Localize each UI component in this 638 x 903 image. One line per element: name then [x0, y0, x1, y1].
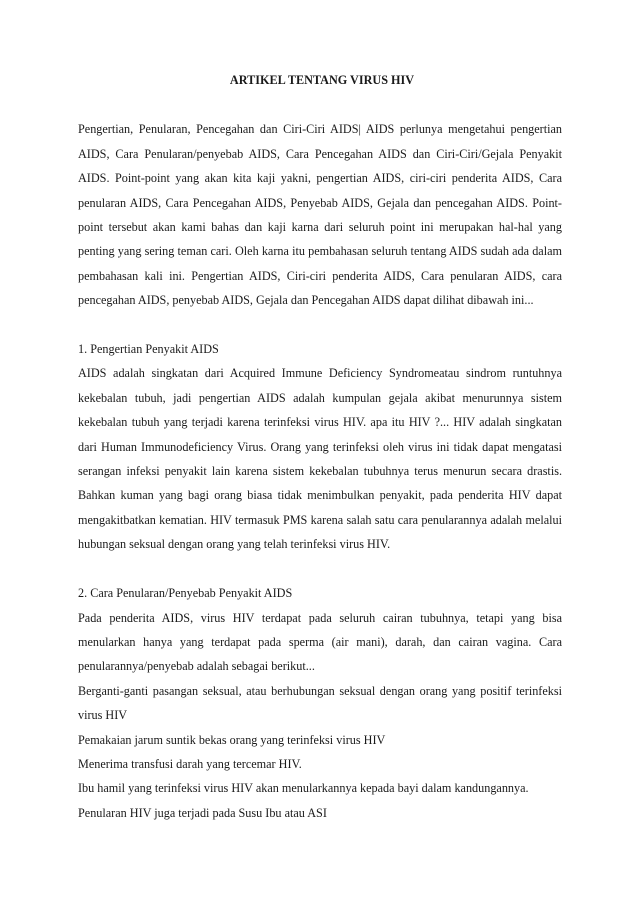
list-item: Ibu hamil yang terinfeksi virus HIV akan menularkannya kepada bayi dalam kandungannya. — [78, 781, 529, 796]
section-1-heading: 1. Pengertian Penyakit AIDS — [78, 342, 219, 357]
paragraph-spacer — [78, 557, 562, 581]
list-item: Pemakaian jarum suntik bekas orang yang terinfeksi virus HIV — [78, 732, 386, 747]
section-2-heading: 2. Cara Penularan/Penyebab Penyakit AIDS — [78, 586, 293, 601]
list-item: Penularan HIV juga terjadi pada Susu Ibu atau ASI — [78, 805, 327, 820]
section-1-paragraph: AIDS adalah singkatan dari Acquired Immune Deficiency Syndromeatau sindrom runtuhnya kekebalan tubuh, jadi pengertian AIDS adalah kumpulan gejala akibat menurunnya sistem kekebalan tubuh yang terjadi karena terinfeksi virus HIV. apa itu HIV ?... HIV adalah singkatan dari Human Immunodeficiency Virus. Orang yang terinfeksi oleh virus ini tidak dapat mengatasi serangan infeksi penyakit lain karena sistem kekebalan tubuhnya terus menurun secara drastis. Bahkan kuman yang bagi orang biasa tidak menimbulkan penyakit, pada penderita HIV dapat mengakitbatkan kematian. HIV termasuk PMS karena salah satu cara penularannya adalah melalui hubungan seksual dengan orang yang telah terinfeksi virus HIV. — [78, 366, 562, 552]
list-item: Berganti-ganti pasangan seksual, atau berhubungan seksual dengan orang yang positif terinfeksi virus HIV — [78, 683, 562, 723]
section-2-paragraph: Pada penderita AIDS, virus HIV terdapat pada seluruh cairan tubuhnya, tetapi yang bisa menularkan hanya yang terdapat pada sperma (air mani), darah, dan cairan vagina. Cara penularannya/penyebab adalah sebagai berikut... — [78, 610, 562, 674]
paragraph-spacer — [78, 313, 562, 337]
document-title: ARTIKEL TENTANG VIRUS HIV — [229, 73, 415, 87]
intro-paragraph: Pengertian, Penularan, Pencegahan dan Ciri-Ciri AIDS| AIDS perlunya mengetahui pengertian AIDS, Cara Penularan/penyebab AIDS, Cara Pencegahan AIDS dan Ciri-Ciri/Gejala Penyakit AIDS. Point-point yang akan kita kaji yakni, pengertian AIDS, ciri-ciri penderita AIDS, Cara penularan AIDS, Cara Pencegahan AIDS, Penyebab AIDS, Gejala dan pencegahan AIDS. Point-point tersebut akan kami bahas dan kaji karna dari seluruh point ini merupakan hal-hal yang penting yang sering teman cari. Oleh karna itu pembahasan seluruh tentang AIDS sudah ada dalam pembahasan kali ini. Pengertian AIDS, Ciri-ciri penderita AIDS, Cara penularan AIDS, cara pencegahan AIDS, penyebab AIDS, Gejala dan Pencegahan AIDS dapat dilihat dibawah ini... — [78, 122, 562, 308]
list-item: Menerima transfusi darah yang tercemar HIV. — [78, 756, 302, 771]
document-page — [78, 68, 562, 825]
